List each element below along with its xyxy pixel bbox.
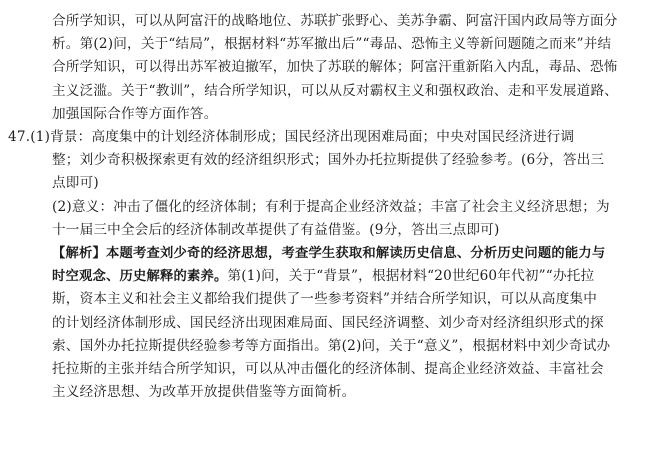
analysis-heading-line (32, 242, 642, 265)
text-line-1: 合所学知识，可以从阿富汗的战略地位、苏联扩张野心、美苏争霸、阿富汗国内政局等方面分 (52, 13, 618, 29)
text-line-3: 合所学知识，可以得出苏军被迫撤军，加快了苏联的解体；阿富汗重新陷入内乱，毒品、恐怖 (52, 59, 618, 76)
text-line-15: 索、国外办托拉斯提供经验参考等方面指出。第(2)问，关于“意义”，根据材料中刘少奇试办 (52, 337, 611, 354)
text-line-9: (2)意义：冲击了僵化的经济体制；有利于提高企业经济效益；丰富了社会主义经济思想；为 (52, 198, 610, 215)
text-line-13: 斯，资本主义和社会主义都给我们提供了一些参考资料”并结合所学知识，可以从高度集中 (52, 291, 598, 308)
text-line-16: 托拉斯的主张并结合所学知识，可以从冲击僵化的经济体制、提高企业经济效益、丰富社会 (52, 361, 604, 378)
text-line-8: 点即可) (52, 175, 99, 192)
text-line-14: 的计划经济体制形成、国民经济出现困难局面、国民经济调整、刘少奇对经济组织形式的探 (52, 314, 604, 331)
question-number: 47. (8, 129, 31, 146)
question-47-line: 47.(1)背景：高度集中的计划经济体制形成；国民经济出现困难局面；中央对国民经济进行调 (8, 129, 575, 146)
text-line-5: 加强国际合作等方面作答。 (52, 105, 218, 122)
text-line-2: 析。第(2)问，关于“结局”，根据材料“苏军撤出后”“毒品、恐怖主义等新问题随之而来”并结 (52, 36, 612, 53)
text-line-7: 整；刘少奇积极探索更有效的经济组织形式；国外办托拉斯提供了经验参考。(6分，答出三 (52, 152, 605, 169)
text-line-4: 主义泛滥。关于“教训”，结合所学知识，可以从反对霸权主义和强权政治、走和平发展道路、 (52, 82, 619, 99)
text-line-12: 时空观念、历史解释的素养。第(1)问，关于“背景”，根据材料“20世纪60年代初”“办托拉 (52, 268, 595, 285)
text-line-17: 主义经济思想、为改革开放提供借鉴等方面简析。 (52, 384, 356, 401)
analysis-heading-cont: 时空观念、历史解释的素养。 (52, 269, 228, 285)
text-line-10: 十一届三中全会后的经济体制改革提供了有益借鉴。(9分，答出三点即可) (52, 221, 500, 238)
analysis-heading: 【解析】本题考查刘少奇的经济思想，考查学生获取和解读历史信息、分析历史问题的能力与 (52, 246, 606, 262)
